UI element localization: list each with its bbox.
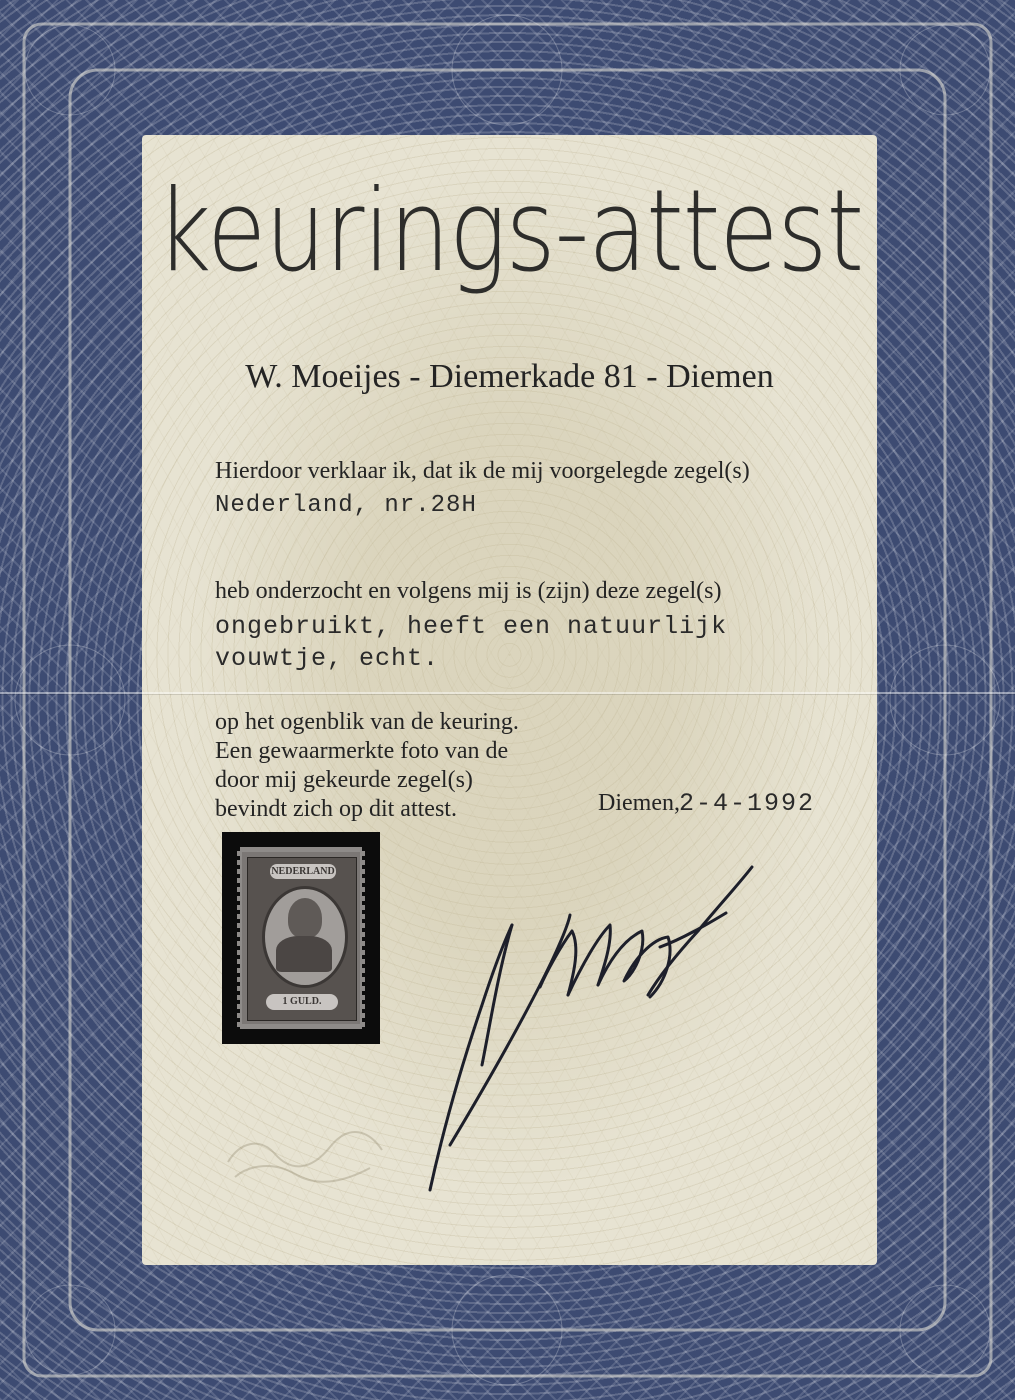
stamp-value-label: 1 GULD.	[266, 994, 338, 1010]
paper-fold-line	[0, 692, 1015, 694]
stamp-country-label: NEDERLAND	[271, 866, 335, 877]
issue-place: Diemen,	[598, 790, 680, 816]
declaration-intro: Hierdoor verklaar ik, dat ik de mij voorgelegde zegel(s)	[215, 458, 750, 484]
portrait-icon	[288, 898, 322, 938]
certificate-heading: keurings-attest	[155, 164, 864, 298]
closing-line: bevindt zich op dit attest.	[215, 796, 457, 822]
declaration-middle: heb onderzocht en volgens mij is (zijn) deze zegel(s)	[215, 578, 722, 604]
closing-line: Een gewaarmerkte foto van de	[215, 738, 509, 764]
declaration-closing	[215, 708, 519, 824]
postage-stamp-image	[237, 847, 365, 1029]
handwritten-signature	[420, 855, 760, 1205]
stamp-identification: Nederland, nr.28H	[215, 492, 477, 519]
stamp-design	[247, 857, 357, 1021]
stamp-photo	[222, 832, 380, 1044]
issue-date: 2-4-1992	[679, 789, 816, 818]
closing-line: op het ogenblik van de keuring.	[215, 709, 519, 735]
issuer-address: W. Moeijes - Diemerkade 81 - Diemen	[245, 358, 774, 395]
closing-line: door mij gekeurde zegel(s)	[215, 767, 473, 793]
embossed-seal-mark	[220, 1102, 390, 1192]
findings-line-1: ongebruikt, heeft een natuurlijk	[215, 612, 728, 641]
portrait-shoulders	[276, 936, 332, 972]
findings-line-2: vouwtje, echt.	[215, 644, 440, 673]
